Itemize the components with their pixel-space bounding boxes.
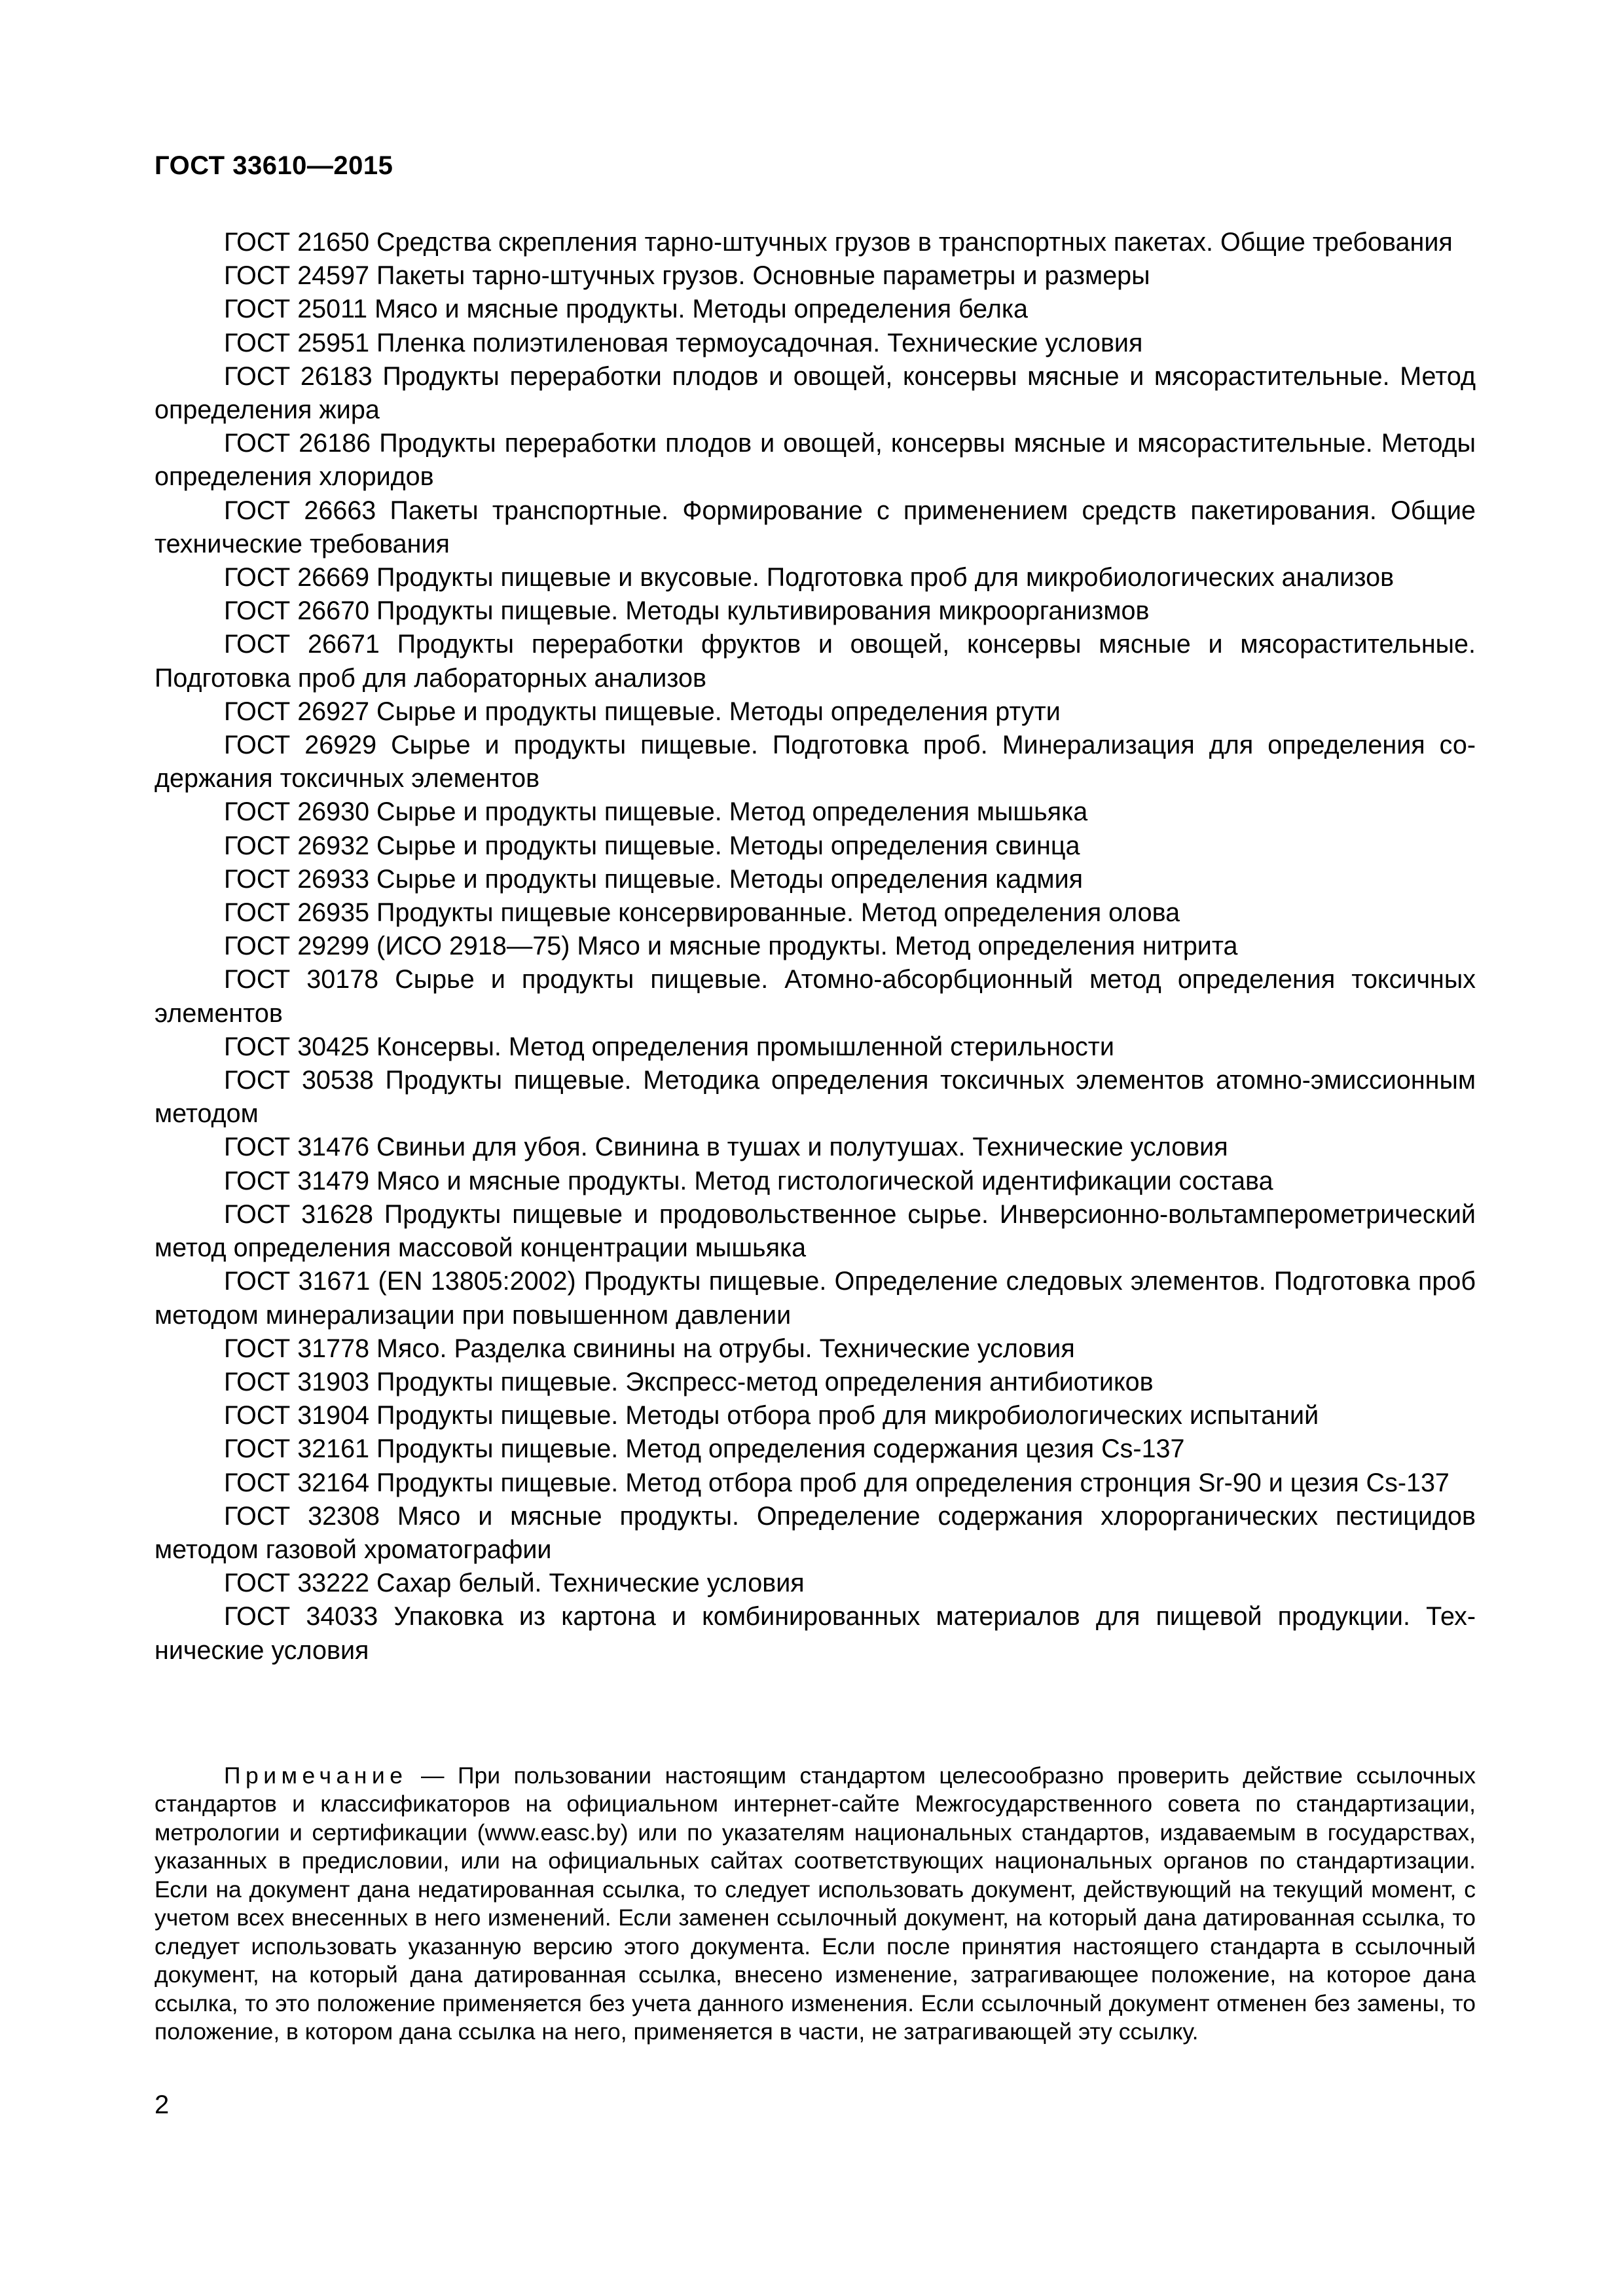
reference-item xyxy=(155,360,1476,427)
reference-code: ГОСТ 32308 xyxy=(224,1501,380,1531)
reference-code: ГОСТ 31479 xyxy=(224,1166,370,1195)
reference-code: ГОСТ 29299 xyxy=(224,932,370,961)
reference-item xyxy=(155,1064,1476,1131)
reference-item xyxy=(155,863,1476,896)
reference-title: Мясо и мясные продукты. Определение содержания хлорорганических пестицидов методом газовой хроматографии xyxy=(155,1501,1476,1564)
reference-code: ГОСТ 33222 xyxy=(224,1569,370,1598)
reference-code: ГОСТ 31476 xyxy=(224,1133,370,1162)
reference-code: ГОСТ 26663 xyxy=(224,496,376,525)
reference-title: Сырье и продукты пищевые. Методы определения свинца xyxy=(376,831,1080,860)
reference-code: ГОСТ 34033 xyxy=(224,1602,378,1631)
reference-code: ГОСТ 31904 xyxy=(224,1401,370,1430)
reference-title: Продукты переработки фруктов и овощей, консервы мясные и мясорастительные. Подготовка проб для лабораторных анализов xyxy=(155,630,1476,693)
reference-item xyxy=(155,1600,1476,1667)
reference-code: ГОСТ 25951 xyxy=(224,328,370,357)
reference-title: Продукты пищевые и вкусовые. Подготовка проб для микробиологических анализов xyxy=(376,563,1395,592)
reference-title: Продукты пищевые. Методика определения токсичных элементов атомно-эмиссионным методом xyxy=(155,1066,1476,1129)
reference-item xyxy=(155,963,1476,1030)
reference-title: Сырье и продукты пищевые. Метод определения мышьяка xyxy=(376,797,1088,827)
reference-item xyxy=(155,561,1476,594)
reference-code: ГОСТ 26671 xyxy=(224,630,380,659)
note-label: Примечание xyxy=(224,1762,408,1789)
reference-title: Мясо и мясные продукты. Методы определения белка xyxy=(374,295,1028,324)
reference-code: ГОСТ 26183 xyxy=(224,361,373,391)
reference-title: Продукты пищевые. Экспресс-метод определения антибиотиков xyxy=(376,1367,1154,1396)
reference-item xyxy=(155,1432,1476,1466)
reference-title: Продукты пищевые консервированные. Метод определения олова xyxy=(376,898,1180,928)
reference-code: ГОСТ 30538 xyxy=(224,1066,374,1095)
reference-item xyxy=(155,729,1476,795)
reference-item xyxy=(155,1165,1476,1198)
reference-title: Сырье и продукты пищевые. Методы определения ртути xyxy=(376,697,1061,726)
reference-item xyxy=(155,1567,1476,1600)
reference-item xyxy=(155,293,1476,326)
reference-item xyxy=(155,1030,1476,1064)
reference-code: ГОСТ 26929 xyxy=(224,731,377,760)
reference-title: Сырье и продукты пищевые. Методы определения кадмия xyxy=(376,864,1084,894)
note-text: — При пользовании настоящим стандартом целесообразно проверить действие ссылочных стандартов и классификаторов на официальном интернет-сайте Межгосударственного совета по стандартизации, метрологии и сертификации (www.easc.by) или по указателям национальных стандартов, издаваемым в государствах, указанных в предисловии, или на официальных сайтах соответствующих национальных органов по стандартизации. Если на документ дана недатированная ссылка, то следует использовать документ, действующий на текущий момент, с учетом всех внесенных в него изменений. Если заменен ссылочный документ, на который дана датированная ссылка, то следует использовать указанную версию этого документа. Если после принятия настоящего стандарта в ссылочный документ, на который дана датированная ссылка, внесено изменение, затрагивающее положение, на которое дана ссылка, то это положение применяется без учета данного изменения. Если ссылочный документ отменен без замены, то положение, в котором дана ссылка на него, применяется в части, не затрагивающей эту ссылку. xyxy=(155,1762,1476,2045)
reference-code: ГОСТ 31903 xyxy=(224,1367,370,1396)
reference-item xyxy=(155,795,1476,829)
reference-code: ГОСТ 31628 xyxy=(224,1199,373,1229)
reference-title: Продукты переработки плодов и овощей, консервы мясные и мясорастительные. Методы определения хлоридов xyxy=(155,429,1476,492)
reference-item xyxy=(155,695,1476,729)
reference-title: Свиньи для убоя. Свинина в тушах и полутушах. Технические условия xyxy=(376,1133,1228,1162)
reference-code: ГОСТ 30178 xyxy=(224,965,379,994)
reference-item xyxy=(155,1198,1476,1265)
reference-code: ГОСТ 32161 xyxy=(224,1434,370,1464)
page-number: 2 xyxy=(155,2090,170,2119)
reference-title: Мясо. Разделка свинины на отрубы. Технические условия xyxy=(376,1334,1075,1363)
reference-title: Пакеты тарно-штучных грузов. Основные параметры и размеры xyxy=(376,261,1150,291)
reference-code: ГОСТ 26927 xyxy=(224,697,370,726)
reference-title: Пакеты транспортные. Формирование с применением средств пакетирования. Общие технические требования xyxy=(155,496,1476,558)
reference-item xyxy=(155,1265,1476,1332)
reference-item xyxy=(155,594,1476,628)
reference-title: Продукты пищевые и продовольственное сырье. Инверсионно-вольтамперометрический метод определения массовой концентрации мышьяка xyxy=(155,1199,1476,1263)
reference-title: Средства скрепления тарно-штучных грузов в транспортных пакетах. Общие требования xyxy=(376,228,1453,257)
reference-code: ГОСТ 24597 xyxy=(224,261,370,291)
reference-item xyxy=(155,829,1476,863)
reference-title: Консервы. Метод определения промышленной стерильности xyxy=(376,1032,1114,1061)
reference-item xyxy=(155,1500,1476,1567)
reference-code: ГОСТ 32164 xyxy=(224,1468,370,1497)
reference-code: ГОСТ 26933 xyxy=(224,864,370,894)
reference-code: ГОСТ 25011 xyxy=(224,295,368,324)
reference-item xyxy=(155,427,1476,494)
reference-item xyxy=(155,1467,1476,1500)
reference-item xyxy=(155,1332,1476,1366)
reference-title: (EN 13805:2002) Продукты пищевые. Определение следовых элементов. Подготовка проб методом минерализации при повышенном давлении xyxy=(155,1267,1476,1330)
reference-title: Упаковка из картона и комбинированных материалов для пищевой продукции. Технические условия xyxy=(155,1602,1476,1665)
reference-code: ГОСТ 26669 xyxy=(224,563,370,592)
reference-title: Продукты пищевые. Методы отбора проб для микробиологических испытаний xyxy=(376,1401,1319,1430)
reference-item xyxy=(155,896,1476,930)
reference-title: Продукты пищевые. Метод определения содержания цезия Cs-137 xyxy=(376,1434,1185,1464)
reference-code: ГОСТ 26935 xyxy=(224,898,370,928)
reference-title: (ИСО 2918—75) Мясо и мясные продукты. Метод определения нитрита xyxy=(376,932,1238,961)
reference-item xyxy=(155,930,1476,963)
document-code-header: ГОСТ 33610—2015 xyxy=(155,151,393,180)
reference-title: Пленка полиэтиленовая термоусадочная. Технические условия xyxy=(376,328,1143,357)
reference-item xyxy=(155,1131,1476,1164)
normative-references-list xyxy=(155,226,1476,1667)
reference-code: ГОСТ 31671 xyxy=(224,1267,371,1296)
reference-code: ГОСТ 26932 xyxy=(224,831,370,860)
reference-code: ГОСТ 30425 xyxy=(224,1032,370,1061)
reference-item xyxy=(155,1399,1476,1432)
reference-title: Сырье и продукты пищевые. Подготовка проб. Минерализация для определения содержания токсичных элементов xyxy=(155,731,1476,793)
reference-title: Мясо и мясные продукты. Метод гистологической идентификации состава xyxy=(376,1166,1273,1195)
reference-code: ГОСТ 21650 xyxy=(224,228,370,257)
note-paragraph xyxy=(155,1762,1476,2047)
reference-code: ГОСТ 26670 xyxy=(224,596,370,626)
reference-item xyxy=(155,259,1476,293)
reference-item xyxy=(155,494,1476,561)
reference-title: Продукты пищевые. Методы культивирования микроорганизмов xyxy=(376,596,1150,626)
reference-title: Сахар белый. Технические условия xyxy=(376,1569,805,1598)
reference-item xyxy=(155,327,1476,360)
reference-item xyxy=(155,226,1476,259)
reference-title: Сырье и продукты пищевые. Атомно-абсорбционный метод определения токсичных элементов xyxy=(155,965,1476,1028)
reference-title: Продукты переработки плодов и овощей, консервы мясные и мясорастительные. Метод определения жира xyxy=(155,361,1476,425)
reference-item xyxy=(155,628,1476,695)
reference-code: ГОСТ 26186 xyxy=(224,429,371,458)
reference-code: ГОСТ 31778 xyxy=(224,1334,370,1363)
reference-item xyxy=(155,1366,1476,1399)
reference-title: Продукты пищевые. Метод отбора проб для определения стронция Sr-90 и цезия Cs-137 xyxy=(376,1468,1450,1497)
reference-code: ГОСТ 26930 xyxy=(224,797,370,827)
